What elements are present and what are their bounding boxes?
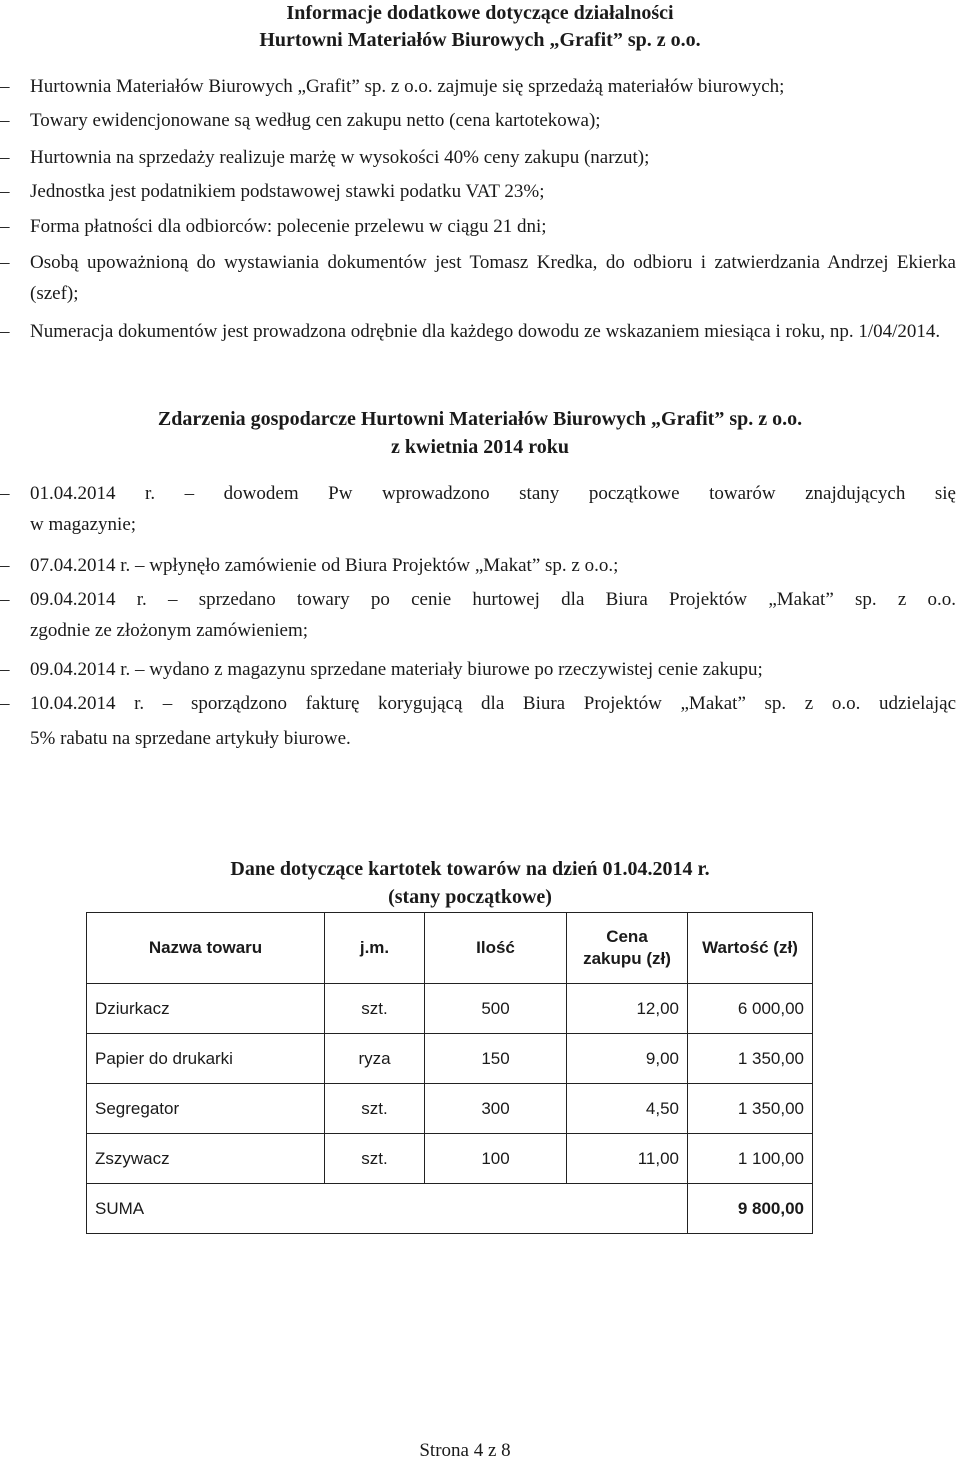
- cell-unit: ryza: [325, 1034, 425, 1084]
- sum-label: SUMA: [87, 1184, 688, 1234]
- cell-name: Dziurkacz: [87, 984, 325, 1034]
- list-dash: –: [0, 321, 10, 342]
- cell-unit: szt.: [325, 1084, 425, 1134]
- document-title-line-2: Hurtowni Materiałów Biurowych „Grafit” sp. z o.o.: [259, 29, 701, 51]
- event-date: 01.04.2014 r.: [30, 483, 156, 504]
- event-text-cont: zgodnie ze złożonym zamówieniem;: [30, 620, 309, 641]
- event-item: 10.04.2014 r. – sporządzono fakturę korygującą dla Biura Projektów „Makat” sp. z o.o. udzielając: [30, 693, 956, 714]
- event-date: 07.04.2014 r.: [30, 555, 131, 576]
- list-dash: –: [0, 216, 10, 237]
- cell-qty: 300: [425, 1084, 567, 1134]
- event-date: 09.04.2014 r.: [30, 589, 147, 610]
- list-dash: –: [0, 110, 10, 131]
- cell-value: 6 000,00: [688, 984, 813, 1034]
- cell-name: Segregator: [87, 1084, 325, 1134]
- events-title-line-1: Zdarzenia gospodarcze Hurtowni Materiałów Biurowych „Grafit” sp. z o.o.: [157, 408, 803, 430]
- event-text-cont: w magazynie;: [30, 514, 137, 535]
- list-dash: –: [0, 76, 10, 97]
- table-row: [87, 1134, 813, 1184]
- cell-unit: szt.: [325, 1134, 425, 1184]
- list-dash: –: [0, 147, 10, 168]
- list-dash: –: [0, 555, 10, 576]
- table-sum-row: [87, 1184, 813, 1234]
- cell-price: 9,00: [567, 1034, 688, 1084]
- cell-name: Zszywacz: [87, 1134, 325, 1184]
- cell-value: 1 100,00: [688, 1134, 813, 1184]
- list-dash: –: [0, 659, 10, 680]
- info-item: Hurtownia Materiałów Biurowych „Grafit” sp. z o.o. zajmuje się sprzedażą materiałów biurowych;: [30, 76, 785, 97]
- cell-price: 12,00: [567, 984, 688, 1034]
- event-text-cont: 5% rabatu na sprzedane artykuły biurowe.: [30, 728, 351, 749]
- event-date: 09.04.2014 r.: [30, 659, 131, 680]
- event-text: wydano z magazynu sprzedane materiały biurowe po rzeczywistej cenie zakupu;: [149, 659, 763, 680]
- column-header: j.m.: [325, 913, 425, 984]
- event-date: 10.04.2014 r.: [30, 693, 145, 714]
- events-title-line-2: z kwietnia 2014 roku: [391, 436, 569, 458]
- table-row: [87, 1034, 813, 1084]
- event-item: 09.04.2014 r. – wydano z magazynu sprzedane materiały biurowe po rzeczywistej cenie zakupu;: [30, 659, 763, 680]
- column-header: Nazwa towaru: [87, 913, 325, 984]
- event-item: 07.04.2014 r. – wpłynęło zamówienie od Biura Projektów „Makat” sp. z o.o.;: [30, 555, 619, 576]
- cell-unit: szt.: [325, 984, 425, 1034]
- cell-qty: 100: [425, 1134, 567, 1184]
- cell-price: 4,50: [567, 1084, 688, 1134]
- cell-value: 1 350,00: [688, 1084, 813, 1134]
- info-item: Osobą upoważnioną do wystawiania dokumentów jest Tomasz Kredka, do odbioru i zatwierdzania Andrzej Ekierka (szef);: [30, 252, 956, 304]
- list-dash: –: [0, 483, 10, 504]
- info-item: Jednostka jest podatnikiem podstawowej stawki podatku VAT 23%;: [30, 181, 545, 202]
- list-dash: –: [0, 252, 10, 273]
- event-text: wpłynęło zamówienie od Biura Projektów „Makat” sp. z o.o.;: [149, 555, 619, 576]
- event-item: 01.04.2014 r. – dowodem Pw wprowadzono stany początkowe towarów znajdujących się w magazynie;: [30, 478, 956, 540]
- stock-title-line-2: (stany początkowe): [388, 886, 552, 908]
- cell-value: 1 350,00: [688, 1034, 813, 1084]
- table-row: [87, 1084, 813, 1134]
- cell-qty: 500: [425, 984, 567, 1034]
- column-header: Cena zakupu (zł): [567, 913, 688, 984]
- cell-name: Papier do drukarki: [87, 1034, 325, 1084]
- table-row: [87, 984, 813, 1034]
- column-header: Ilość: [425, 913, 567, 984]
- cell-qty: 150: [425, 1034, 567, 1084]
- info-item: Forma płatności dla odbiorców: polecenie przelewu w ciągu 21 dni;: [30, 216, 547, 237]
- document-title-line-1: Informacje dodatkowe dotyczące działalności: [286, 2, 674, 24]
- cell-price: 11,00: [567, 1134, 688, 1184]
- sum-value: 9 800,00: [688, 1184, 813, 1234]
- table-header-row: [87, 913, 813, 984]
- event-text: sprzedano towary po cenie hurtowej dla Biura Projektów „Makat” sp. z o.o.: [198, 589, 956, 610]
- event-item: 09.04.2014 r. – sprzedano towary po cenie hurtowej dla Biura Projektów „Makat” sp. z o.o. zgodnie ze złożonym zamówieniem;: [30, 584, 956, 646]
- list-dash: –: [0, 589, 10, 610]
- stock-table: [86, 912, 813, 1234]
- page-number: Strona 4 z 8: [419, 1440, 511, 1461]
- event-text: dowodem Pw wprowadzono stany początkowe towarów znajdujących się: [223, 483, 956, 504]
- column-header: Wartość (zł): [688, 913, 813, 984]
- event-text: sporządzono fakturę korygującą dla Biura Projektów „Makat” sp. z o.o. udzielając: [190, 693, 956, 714]
- info-item: Numeracja dokumentów jest prowadzona odrębnie dla każdego dowodu ze wskazaniem miesiąca i roku, np. 1/04/2014.: [30, 321, 941, 342]
- list-dash: –: [0, 181, 10, 202]
- info-item: Hurtownia na sprzedaży realizuje marżę w wysokości 40% ceny zakupu (narzut);: [30, 147, 650, 168]
- list-dash: –: [0, 693, 10, 714]
- info-item: Towary ewidencjonowane są według cen zakupu netto (cena kartotekowa);: [30, 110, 601, 131]
- stock-title-line-1: Dane dotyczące kartotek towarów na dzień 01.04.2014 r.: [230, 858, 710, 880]
